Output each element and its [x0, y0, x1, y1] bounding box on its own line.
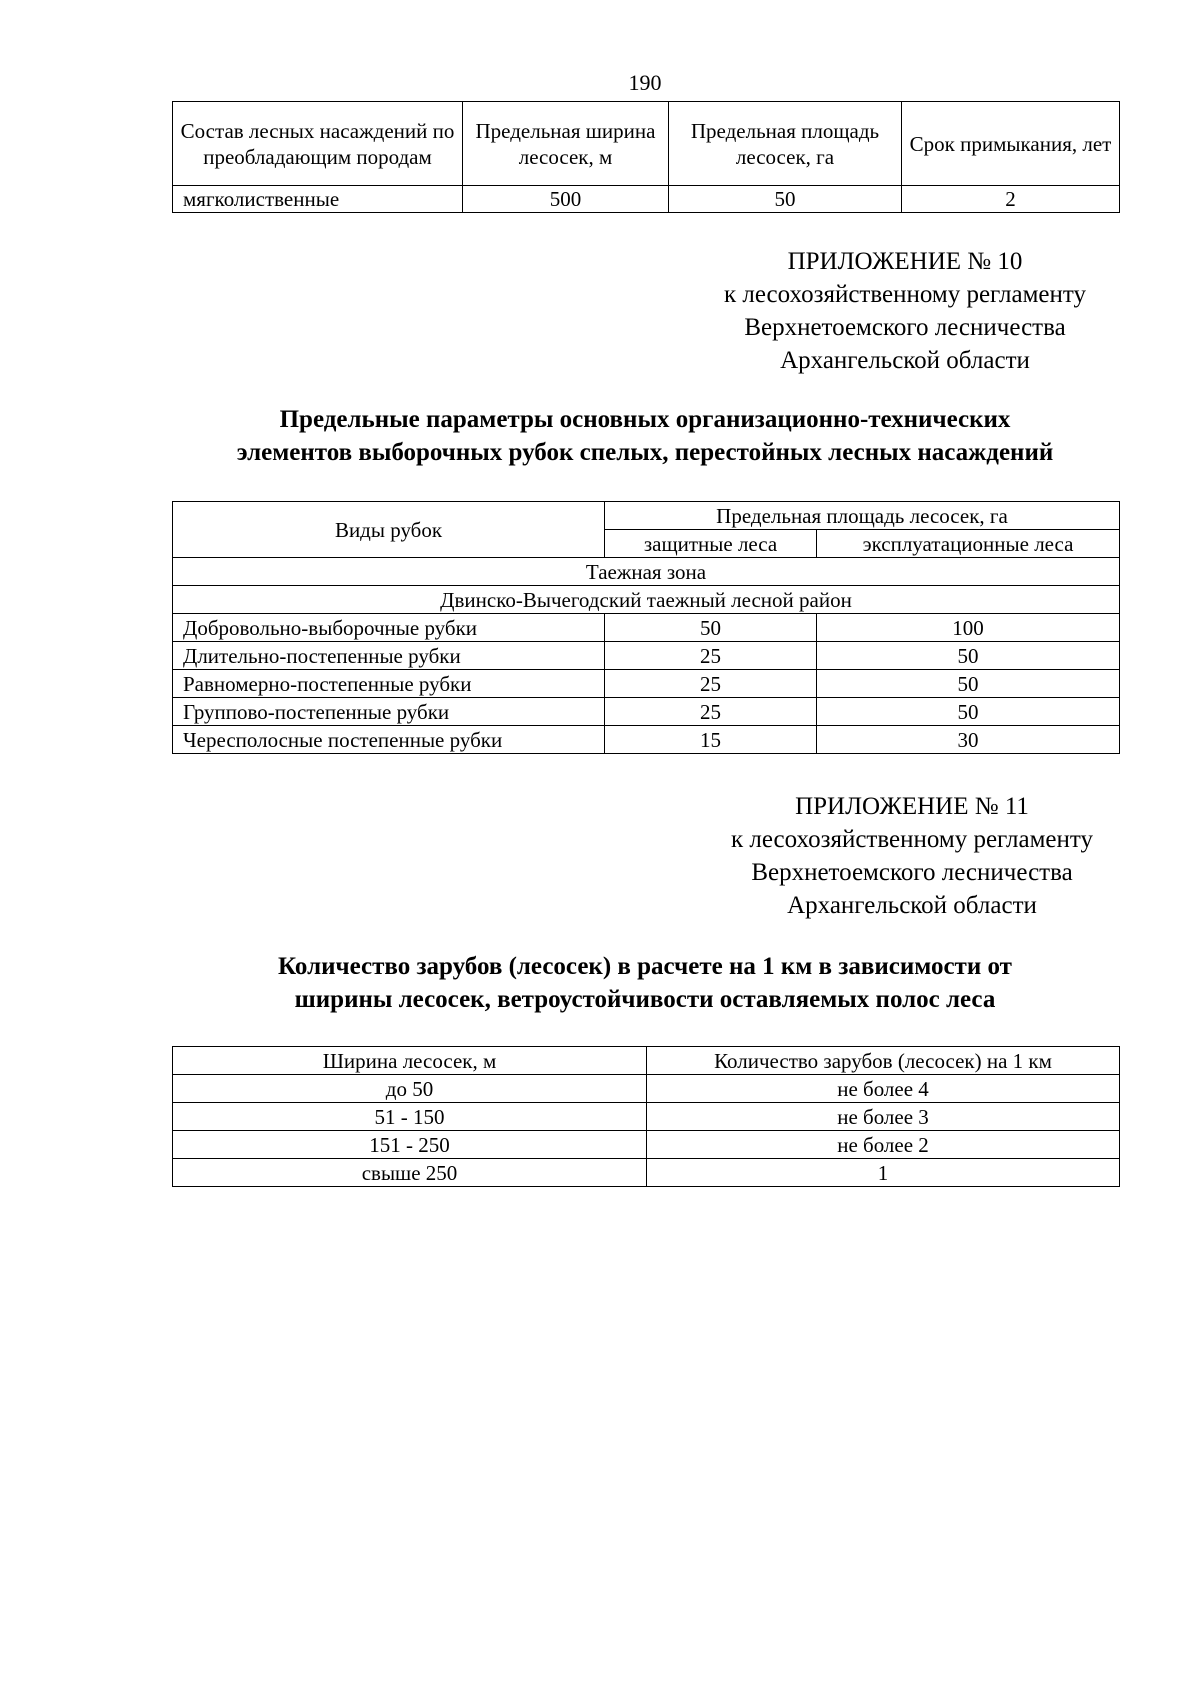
section-title-10	[0, 403, 1200, 469]
header-cell: Предельная ширина лесосек, м	[463, 102, 669, 186]
appendix-title: ПРИЛОЖЕНИЕ № 11	[795, 793, 1029, 820]
header-cell: Количество зарубов (лесосек) на 1 км	[647, 1047, 1120, 1075]
table-cell: не более 3	[647, 1103, 1120, 1131]
table-cell: Группово-постепенные рубки	[173, 698, 605, 726]
table-cell: мягколиственные	[173, 186, 463, 213]
zone-row: Таежная зона	[173, 558, 1120, 586]
page-number: 190	[628, 70, 662, 95]
table-row	[173, 670, 1120, 698]
selective-cutting-table	[172, 501, 1120, 754]
table-cell: 51 - 150	[173, 1103, 647, 1131]
table-cell: 151 - 250	[173, 1131, 647, 1159]
header-cell: Предельная площадь лесосек, га	[605, 502, 1120, 530]
title-line: ширины лесосек, ветроустойчивости оставляемых полос леса	[294, 986, 996, 1013]
table-cell: 25	[605, 670, 817, 698]
header-cell: защитные леса	[605, 530, 817, 558]
table-cell: Добровольно-выборочные рубки	[173, 614, 605, 642]
table-cell: Равномерно-постепенные рубки	[173, 670, 605, 698]
table-row	[173, 642, 1120, 670]
appendix-line: Верхнетоемского лесничества	[744, 314, 1066, 341]
header-cell: Состав лесных насаждений по преобладающим породам	[173, 102, 463, 186]
region-row: Двинско-Вычегодский таежный лесной район	[173, 586, 1120, 614]
table-row	[173, 726, 1120, 754]
table-cell: 50	[817, 698, 1120, 726]
appendix-10-caption	[685, 245, 1125, 377]
title-line: элементов выборочных рубок спелых, перестойных лесных насаждений	[236, 439, 1054, 466]
table-cell: 50	[669, 186, 902, 213]
header-cell: эксплуатационные леса	[817, 530, 1120, 558]
appendix-line: Верхнетоемского лесничества	[751, 859, 1073, 886]
table-cell: 2	[902, 186, 1120, 213]
appendix-line: к лесохозяйственному регламенту	[723, 281, 1087, 308]
table-cell: 30	[817, 726, 1120, 754]
header-cell: Срок примыкания, лет	[902, 102, 1120, 186]
cutting-limits-table	[172, 101, 1120, 213]
table-cell: не более 2	[647, 1131, 1120, 1159]
table-cell: свыше 250	[173, 1159, 647, 1187]
table-cell: Длительно-постепенные рубки	[173, 642, 605, 670]
table-row	[173, 1131, 1120, 1159]
table-cell: 15	[605, 726, 817, 754]
table-row	[173, 186, 1120, 213]
table-row	[173, 1075, 1120, 1103]
appendix-title: ПРИЛОЖЕНИЕ № 10	[787, 248, 1023, 275]
table-cell: 25	[605, 698, 817, 726]
table-cell: не более 4	[647, 1075, 1120, 1103]
table-cell: 50	[605, 614, 817, 642]
table-row	[173, 1159, 1120, 1187]
header-cell: Виды рубок	[173, 502, 605, 558]
title-line: Предельные параметры основных организационно-технических	[279, 406, 1011, 433]
title-line: Количество зарубов (лесосек) в расчете на 1 км в зависимости от	[278, 953, 1012, 980]
table-row	[173, 1103, 1120, 1131]
table-cell: Чересполосные постепенные рубки	[173, 726, 605, 754]
cuts-per-km-table	[172, 1046, 1120, 1187]
appendix-line: Архангельской области	[780, 347, 1030, 374]
table-cell: 25	[605, 642, 817, 670]
section-title-11	[0, 950, 1200, 1016]
table-row	[173, 614, 1120, 642]
table-row	[173, 698, 1120, 726]
appendix-11-caption	[692, 790, 1132, 922]
appendix-line: Архангельской области	[787, 892, 1037, 919]
table-cell: 1	[647, 1159, 1120, 1187]
table-cell: 100	[817, 614, 1120, 642]
header-cell: Предельная площадь лесосек, га	[669, 102, 902, 186]
table-cell: 50	[817, 642, 1120, 670]
header-cell: Ширина лесосек, м	[173, 1047, 647, 1075]
appendix-line: к лесохозяйственному регламенту	[730, 826, 1094, 853]
table-cell: 50	[817, 670, 1120, 698]
table-cell: до 50	[173, 1075, 647, 1103]
table-cell: 500	[463, 186, 669, 213]
